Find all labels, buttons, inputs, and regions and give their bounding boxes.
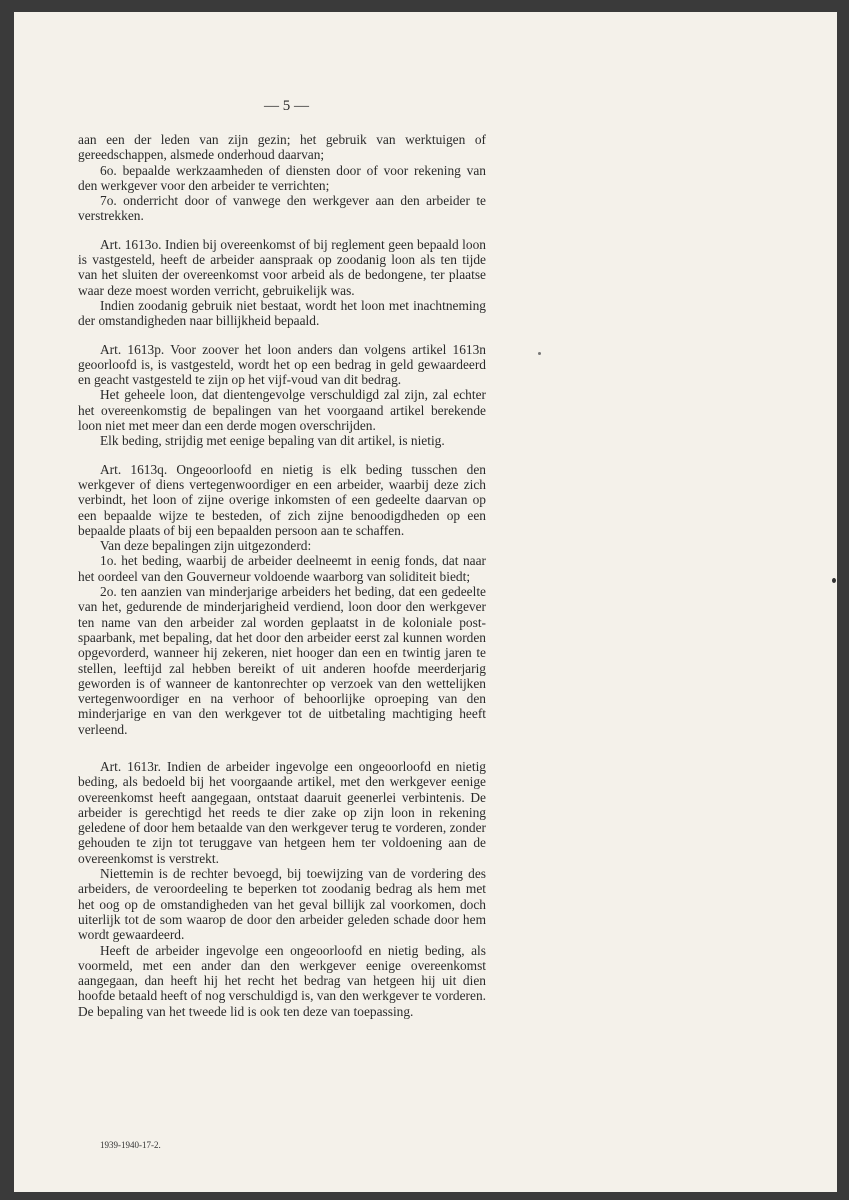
paragraph: Art. 1613r. Indien de arbeider ingevolge een ongeoorloofd en nietig beding, als bedoeld bij het voorgaande artikel, met den werkgever eenige overeenkomst heeft aangegaan, ontstaat daaruit geenerlei verbintenis. De arbeider is gerechtigd het reeds te dier zake op zijn loon in rekening geledene of door hem betaalde van den werkgever terug te vorderen, zonder gehouden te zijn tot teruggave van hetgeen hem ter voldoening aan de overeenkomst is verstrekt. [78,758,486,866]
document-page [14,12,837,1192]
paragraph: Van deze bepalingen zijn uitgezonderd: [100,538,312,554]
paragraph: aan een der leden van zijn gezin; het gebruik van werktuigen of gereedschappen, alsmede onderhoud daarvan; [78,132,486,163]
paragraph: 6o. bepaalde werkzaamheden of diensten door of voor rekening van den werkgever voor den arbeider te verrichten; [78,162,486,193]
paragraph: Indien zoodanig gebruik niet bestaat, wordt het loon met inachtneming der omstandigheden naar billijkheid bepaald. [78,297,486,329]
page-number: — 5 — [264,98,309,114]
body-text [78,132,486,1019]
paragraph: 1o. het beding, waarbij de arbeider deelneemt in eenig fonds, dat naar het oordeel van den Gouverneur voldoende waarborg van soliditeit biedt; [78,553,486,584]
paragraph: 2o. ten aanzien van minderjarige arbeiders het beding, dat een gedeelte van het, gedurende de minderjarigheid verdiend, loon door den werkgever ten name van den arbeider zal worden geplaatst in de koloniale post-spaarbank, met bepaling, dat het door den arbeider eerst zal kunnen worden opgevorderd, wanneer hij zekeren, niet hooger dan een en twintig jaren te stellen, leeftijd zal hebben bereikt of uit anderen hoofde meerderjarig geworden is of wanneer de kantonrechter op verzoek van den wettelijken vertegenwoordiger en na verhoor of behoorlijke oproeping van den minderjarige en van den werkgever tot de uitbetaling machtiging heeft verleend. [78,584,486,737]
paragraph: Art. 1613p. Voor zoover het loon anders dan volgens artikel 1613n geoorloofd is, is vastgesteld, wordt het op een bedrag in geld gewaardeerd en geacht vastgesteld te zijn op het vijf-voud van dit bedrag. [78,341,486,388]
paper-speck [832,578,836,583]
paragraph: Niettemin is de rechter bevoegd, bij toewijzing van de vordering des arbeiders, de veroordeeling te beperken tot zoodanig bedrag als hem met het oog op de omstandigheden van het geval billijk zal voorkomen, doch uiterlijk tot de som waarop de door den arbeider geleden schade door hem wordt gewaardeerd. [78,866,486,943]
paragraph: 7o. onderricht door of vanwege den werkgever aan den arbeider te verstrekken. [78,193,486,224]
paragraph: Elk beding, strijdig met eenige bepaling van dit artikel, is nietig. [100,433,445,449]
paragraph: Het geheele loon, dat dientengevolge verschuldigd zal zijn, zal echter het overeenkomstig de bepalingen van het voorgaand artikel berekende loon niet met meer dan een derde mogen overschrijden. [78,387,486,434]
paper-speck [538,352,541,355]
print-code-footer: 1939-1940-17-2. [100,1140,161,1150]
paragraph: Art. 1613o. Indien bij overeenkomst of bij reglement geen bepaald loon is vastgesteld, heeft de arbeider aanspraak op zoodanig loon als ten tijde van het sluiten der overeenkomst voor arbeid als de bedongene, ter plaatse waar deze moest worden verricht, gebruikelijk was. [78,236,486,298]
paragraph: Heeft de arbeider ingevolge een ongeoorloofd en nietig beding, als voormeld, met een ander dan den werkgever eenige overeenkomst aangegaan, dan heeft hij het recht het bedrag van hetgeen hij uit dien hoofde betaald heeft of nog verschuldigd is, van den werkgever te vorderen. De bepaling van het tweede lid is ook ten deze van toepassing. [78,942,486,1019]
paragraph: Art. 1613q. Ongeoorloofd en nietig is elk beding tusschen den werkgever of diens vertegenwoordiger en een arbeider, waarbij deze zich verbindt, het loon of zijne overige inkomsten of een gedeelte daarvan op een bepaalde wijze te besteden, of zich zijne benoodigdheden op een bepaalde plaats of bij een bepaalden persoon aan te schaffen. [78,461,486,538]
